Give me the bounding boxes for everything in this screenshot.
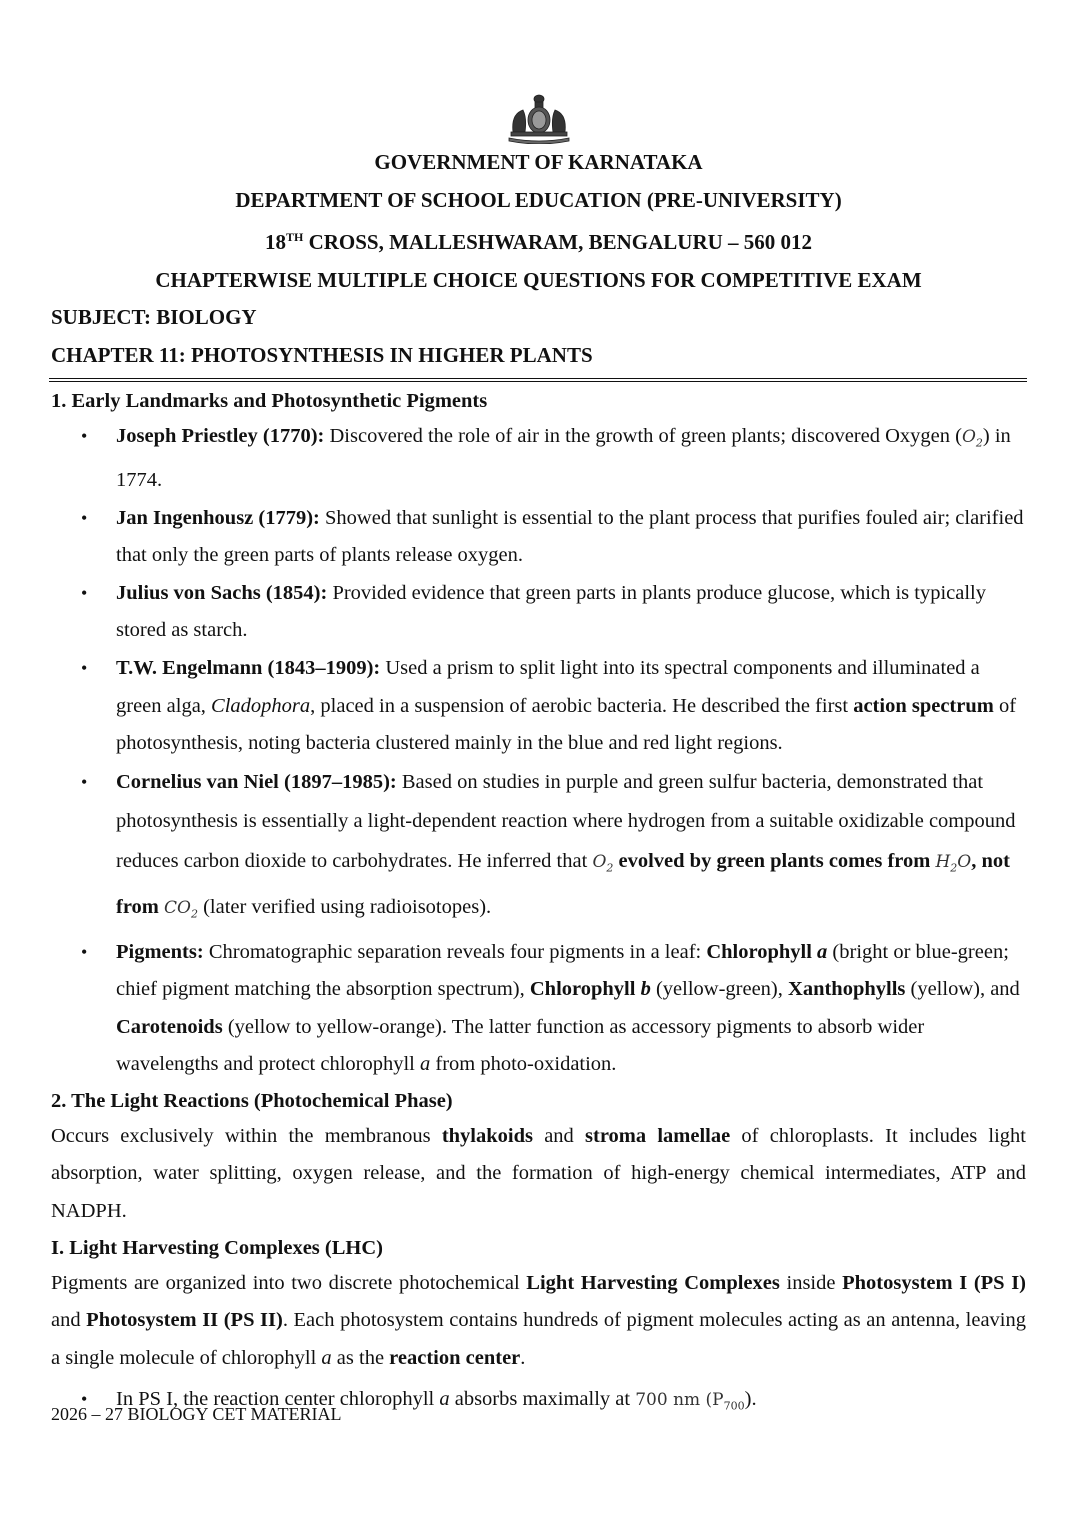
section-2-title: 2. The Light Reactions (Photochemical Phase): [51, 1089, 453, 1112]
page-footer: 2026 – 27 BIOLOGY CET MATERIAL: [51, 1404, 342, 1424]
list-item: • In PS I, the reaction center chlorophyll a absorbs maximally at 700 nm $(P_{700})$.: [51, 1381, 1026, 1425]
document-page: [51, 92, 1026, 1425]
list-item: • Cornelius van Niel (1897–1985): Based on studies in purple and green sulfur bacteria, demonstrated that photosynthesis is essentially a light-dependent reaction where hydrogen from a suitable oxidizable compound reduces carbon dioxide to carbohydrates. He inferred that $O_2$ evolved by green plants comes from $H_2O$, not from $CO_2$ (later verified using radioisotopes).: [51, 763, 1026, 934]
list-item: • Pigments: Chromatographic separation reveals four pigments in a leaf: Chlorophyll a (bright or blue-green; chief pigment matching the absorption spectrum), Chlorophyll b (yellow-green), Xanthophylls (yellow), and Carotenoids (yellow to yellow-orange). The latter function as accessory pigments to absorb wider wavelengths and protect chlorophyll a from photo-oxidation.: [51, 934, 1026, 1084]
math-o2: $O_2$: [961, 427, 983, 450]
header-government: GOVERNMENT OF KARNATAKA: [374, 150, 703, 174]
header-title: CHAPTERWISE MULTIPLE CHOICE QUESTIONS FOR COMPETITIVE EXAM: [155, 267, 922, 292]
landmarks-list: [51, 418, 1026, 1084]
subject-line: SUBJECT: BIOLOGY: [51, 305, 257, 329]
subsection-lhc-title: I. Light Harvesting Complexes (LHC): [51, 1236, 383, 1259]
light-reactions-paragraph: Occurs exclusively within the membranous thylakoids and stroma lamellae of chloroplasts. It includes light absorption, water splitting, oxygen release, and the formation of high-energy chemical intermediates, ATP and NADPH.: [51, 1124, 1026, 1223]
section-1-title: 1. Early Landmarks and Photosynthetic Pigments: [51, 390, 488, 412]
list-item: • T.W. Engelmann (1843–1909): Used a prism to split light into its spectral components and illuminated a green alga, Cladophora, placed in a suspension of aerobic bacteria. He described the first action spectrum of photosynthesis, noting bacteria clustered mainly in the blue and red light regions.: [51, 650, 1026, 763]
header-department: DEPARTMENT OF SCHOOL EDUCATION (PRE-UNIVERSITY): [235, 187, 842, 212]
lhc-paragraph: Pigments are organized into two discrete photochemical Light Harvesting Complexes inside Photosystem I (PS I) and Photosystem II (PS II). Each photosystem contains hundreds of pigment molecules acting as an antenna, leaving a single molecule of chlorophyll a as the reaction center.: [51, 1271, 1027, 1369]
double-rule-divider: [49, 378, 1027, 382]
list-item: • Joseph Priestley (1770): Discovered the role of air in the growth of green plants; discovered Oxygen $(O_2)$ in 1774.: [51, 418, 1026, 500]
list-item: • Jan Ingenhousz (1779): Showed that sunlight is essential to the plant process that purifies fouled air; clarified that only the green parts of plants release oxygen.: [51, 500, 1026, 575]
list-item: • Julius von Sachs (1854): Provided evidence that green parts in plants produce glucose, which is typically stored as starch.: [51, 575, 1026, 650]
header-address: 18TH CROSS, MALLESHWARAM, BENGALURU – 560 012: [264, 230, 813, 254]
chapter-line: CHAPTER 11: PHOTOSYNTHESIS IN HIGHER PLANTS: [51, 342, 593, 367]
karnataka-emblem-icon: [505, 92, 573, 144]
